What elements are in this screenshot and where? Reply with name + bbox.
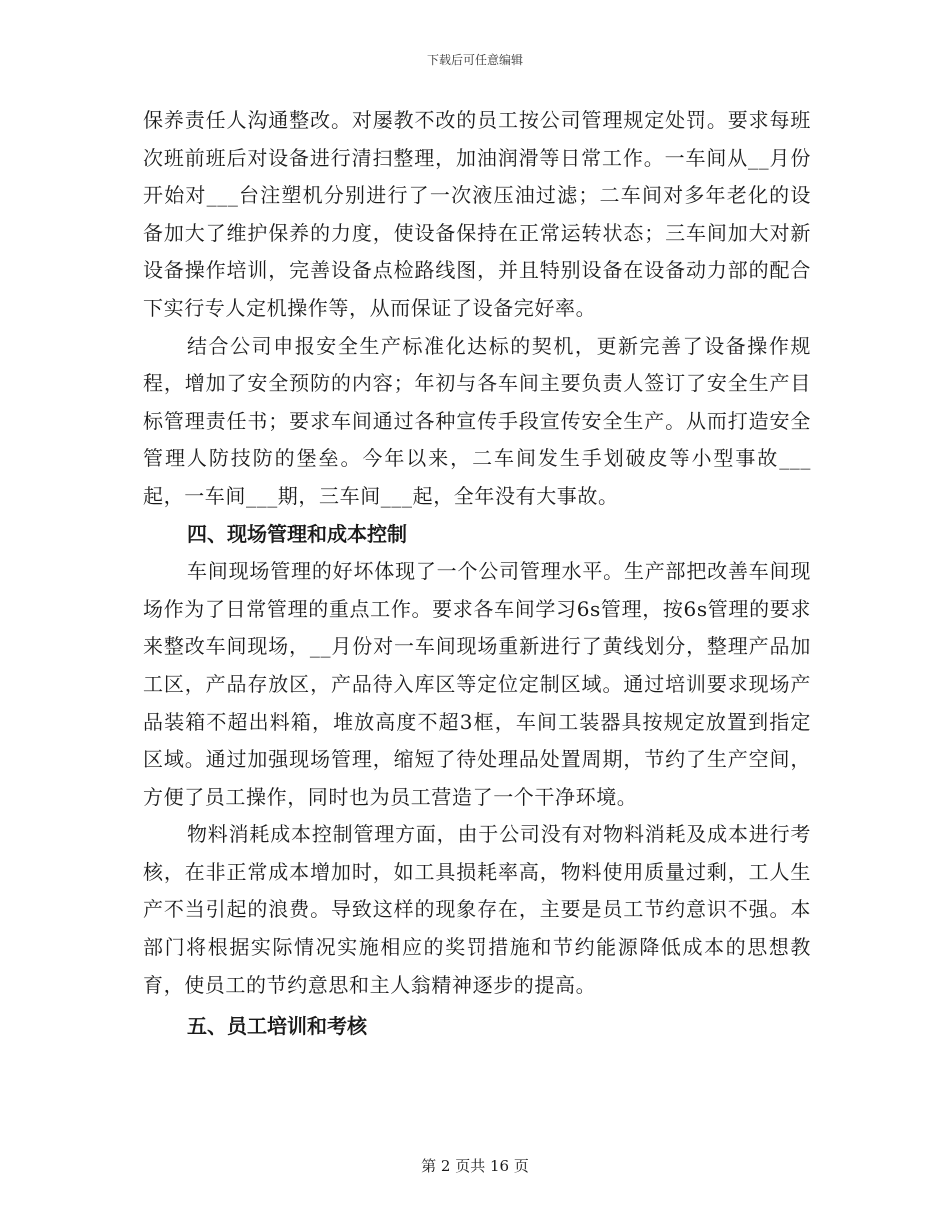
paragraph-workshop-site-management: 车间现场管理的好坏体现了一个公司管理水平。生产部把改善车间现场作为了日常管理的重点工作。要求各车间学习6s管理，按6s管理的要求来整改车间现场，__月份对一车间现场重新进行了黄线划分，整理产品加工区，产品存放区，产品待入库区等定位定制区域。通过培训要求现场产品装箱不超出料箱，堆放高度不超3框，车间工装器具按规定放置到指定区域。通过加强现场管理，缩短了待处理品处置周期，节约了生产空间，方便了员工操作，同时也为员工营造了一个干净环境。	[143, 559, 811, 809]
section-heading-staff-training: 五、员工培训和考核	[187, 1014, 367, 1039]
section-heading-site-management: 四、现场管理和成本控制	[187, 521, 407, 546]
paragraph-equipment-maintenance: 保养责任人沟通整改。对屡教不改的员工按公司管理规定处罚。要求每班次班前班后对设备进行清扫整理，加油润滑等日常工作。一车间从__月份开始对___台注塑机分别进行了一次液压油过滤；二车间对多年老化的设备加大了维护保养的力度，使设备保持在正常运转状态；三车间加大对新设备操作培训，完善设备点检路线图，并且特别设备在设备动力部的配合下实行专人定机操作等，从而保证了设备完好率。	[143, 108, 811, 320]
paragraph-safety-production: 结合公司申报安全生产标准化达标的契机，更新完善了设备操作规程，增加了安全预防的内容；年初与各车间主要负责人签订了安全生产目标管理责任书；要求车间通过各种宣传手段宣传安全生产。从而打造安全管理人防技防的堡垒。今年以来，二车间发生手划破皮等小型事故___起，一车间___期，三车间___起，全年没有大事故。	[143, 333, 811, 508]
page-header: 下载后可任意编辑	[426, 53, 523, 67]
document-body	[143, 102, 811, 1046]
paragraph-material-cost-control: 物料消耗成本控制管理方面，由于公司没有对物料消耗及成本进行考核，在非正常成本增加时，如工具损耗率高，物料使用质量过剩，工人生产不当引起的浪费。导致这样的现象存在，主要是员工节约意识不强。本部门将根据实际情况实施相应的奖罚措施和节约能源降低成本的思想教育，使员工的节约意思和主人翁精神逐步的提高。	[143, 822, 811, 997]
page-number-footer: 第 2 页共 16 页	[421, 1157, 529, 1175]
